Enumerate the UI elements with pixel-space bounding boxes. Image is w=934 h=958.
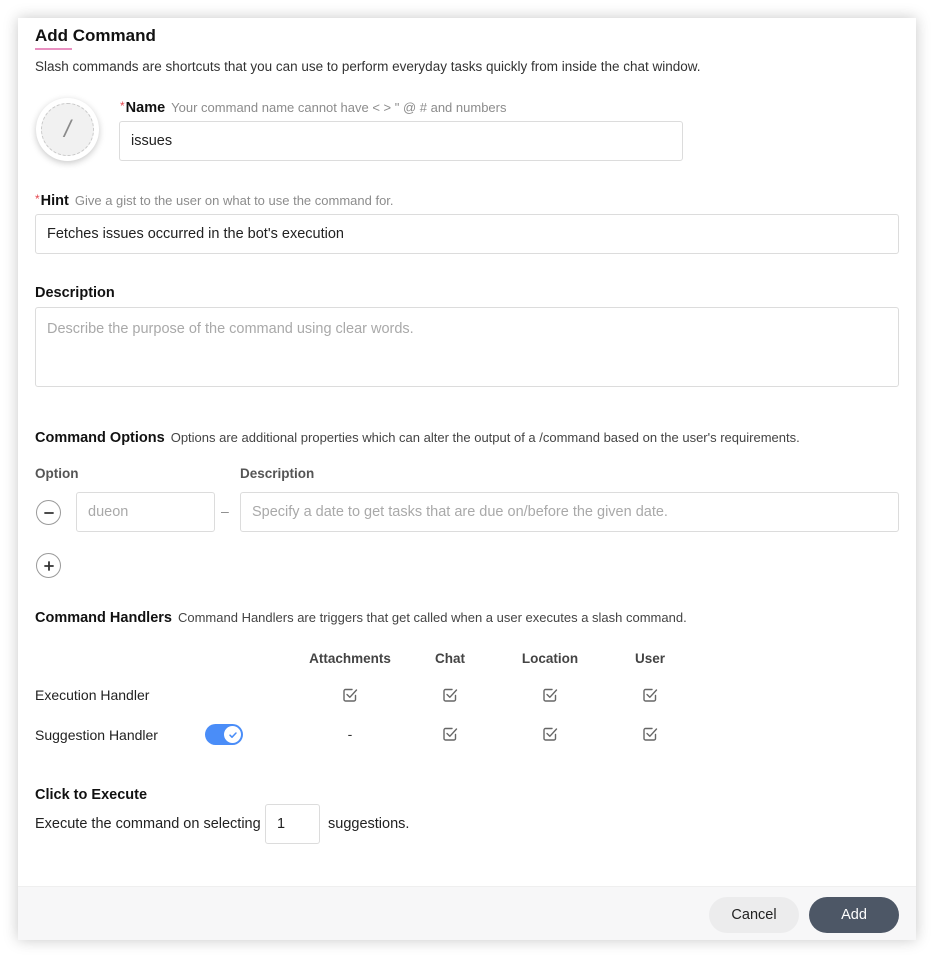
check-square-icon bbox=[441, 686, 459, 704]
check-icon bbox=[228, 730, 238, 740]
check-square-icon bbox=[541, 725, 559, 743]
execution-chat-checkbox[interactable] bbox=[400, 686, 500, 704]
description-column-header: Description bbox=[240, 466, 315, 481]
hint-input[interactable]: Fetches issues occurred in the bot's execution bbox=[35, 214, 899, 254]
option-name-input[interactable]: dueon bbox=[76, 492, 215, 532]
add-button[interactable]: Add bbox=[809, 897, 899, 933]
command-options-label: Command Options bbox=[35, 430, 165, 446]
command-handlers-help: Command Handlers are triggers that get called when a user executes a slash command. bbox=[177, 610, 687, 625]
suggestion-location-checkbox[interactable] bbox=[500, 725, 600, 743]
hint-label-row bbox=[35, 192, 394, 209]
plus-icon bbox=[43, 560, 55, 572]
option-column-header: Option bbox=[35, 466, 79, 481]
cancel-button[interactable]: Cancel bbox=[709, 897, 799, 933]
check-square-icon bbox=[541, 686, 559, 704]
execution-location-checkbox[interactable] bbox=[500, 686, 600, 704]
add-option-button[interactable] bbox=[36, 553, 61, 578]
suggestion-attachments-na: - bbox=[347, 726, 353, 742]
click-to-execute-label: Click to Execute bbox=[35, 787, 148, 803]
check-square-icon bbox=[641, 686, 659, 704]
command-options-help: Options are additional properties which can alter the output of a /command based on the user's requirements. bbox=[170, 430, 800, 445]
hint-help: Give a gist to the user on what to use the command for. bbox=[74, 193, 394, 208]
add-command-dialog bbox=[18, 18, 916, 940]
check-square-icon bbox=[341, 686, 359, 704]
description-textarea[interactable]: Describe the purpose of the command using clear words. bbox=[35, 307, 899, 387]
check-square-icon bbox=[641, 725, 659, 743]
suggestion-handler-toggle[interactable] bbox=[205, 724, 243, 745]
execute-suffix: suggestions. bbox=[328, 816, 410, 832]
toggle-knob bbox=[224, 726, 241, 743]
column-location: Location bbox=[521, 651, 579, 666]
command-icon-upload[interactable] bbox=[36, 98, 99, 161]
column-chat: Chat bbox=[435, 651, 465, 666]
execution-handler-label: Execution Handler bbox=[35, 687, 150, 703]
option-separator: – bbox=[221, 503, 229, 519]
name-label-row bbox=[120, 99, 506, 116]
dialog-subtitle: Slash commands are shortcuts that you can use to perform everyday tasks quickly from inside the chat window. bbox=[35, 59, 701, 74]
execute-prefix: Execute the command on selecting bbox=[35, 816, 261, 832]
description-label: Description bbox=[35, 285, 115, 301]
suggestion-chat-checkbox[interactable] bbox=[400, 725, 500, 743]
minus-icon bbox=[43, 507, 55, 519]
hint-label: Hint bbox=[40, 193, 69, 209]
execution-attachments-checkbox[interactable] bbox=[300, 686, 400, 704]
column-attachments: Attachments bbox=[309, 651, 391, 666]
name-input[interactable]: issues bbox=[119, 121, 683, 161]
command-handlers-heading bbox=[35, 610, 687, 626]
title-underline bbox=[35, 48, 72, 50]
execution-user-checkbox[interactable] bbox=[600, 686, 700, 704]
name-label: Name bbox=[125, 100, 166, 116]
required-mark: * bbox=[120, 99, 125, 113]
remove-option-button[interactable] bbox=[36, 500, 61, 525]
name-help: Your command name cannot have < > " @ # and numbers bbox=[171, 100, 507, 115]
command-options-heading bbox=[35, 430, 800, 446]
suggestion-user-checkbox[interactable] bbox=[600, 725, 700, 743]
dialog-title: Add Command bbox=[35, 26, 156, 45]
column-user: User bbox=[634, 651, 666, 666]
command-handlers-label: Command Handlers bbox=[35, 610, 172, 626]
option-description-input[interactable]: Specify a date to get tasks that are due on/before the given date. bbox=[240, 492, 899, 532]
slash-icon: / bbox=[41, 103, 94, 156]
suggestion-handler-label: Suggestion Handler bbox=[35, 727, 158, 743]
suggestion-count-input[interactable]: 1 bbox=[265, 804, 320, 844]
required-mark: * bbox=[35, 192, 40, 206]
check-square-icon bbox=[441, 725, 459, 743]
